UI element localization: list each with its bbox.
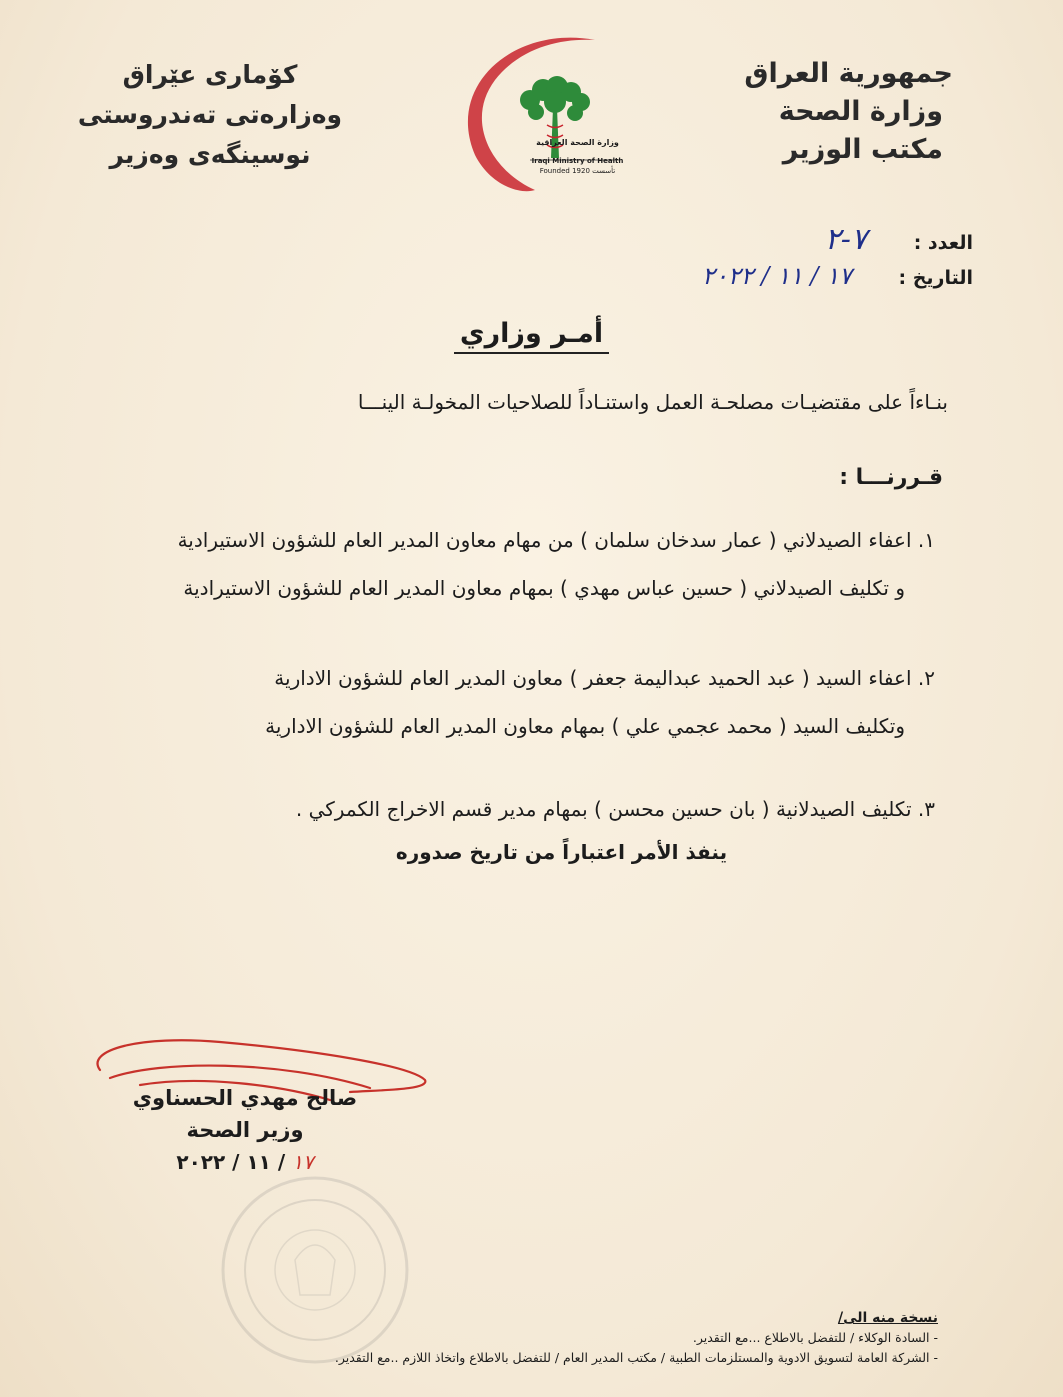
copy-to-section	[38, 1308, 938, 1368]
order-item-line: ٣. تكليف الصيدلانية ( بان حسين محسن ) بمهام مدير قسم الاخراج الكمركي .	[295, 797, 935, 821]
date-value: ١٧ / ١١ / ٢٠٢٢	[702, 262, 852, 290]
number-value: ٧-٢	[824, 222, 868, 257]
header-office-kurdish: نوسینگەی وەزیر	[109, 140, 311, 169]
copy-to-line: - الشركة العامة لتسويق الادوية والمستلزمات الطبية / مكتب المدير العام / للتفضل بالاطلاع واتخاذ اللازم ..مع التقدير.	[334, 1350, 938, 1365]
order-item-line: ٢. اعفاء السيد ( عبد الحميد عبداليمة جعفر ) معاون المدير العام للشؤون الادارية	[274, 666, 935, 690]
signature-date-day: ١٧	[292, 1150, 314, 1174]
order-item-line: ١. اعفاء الصيدلاني ( عمار سدخان سلمان ) من مهام معاون المدير العام للشؤون الاستيرادية	[177, 528, 935, 552]
logo-founded-ar: تأسست	[592, 167, 616, 175]
document-number	[413, 222, 973, 257]
signature-date-rest: / ١١ / ٢٠٢٢	[176, 1150, 286, 1174]
date-label: التاريخ :	[898, 267, 973, 289]
header-kurdish	[70, 55, 350, 175]
order-item	[75, 654, 935, 750]
logo-founded	[530, 167, 625, 175]
copy-to-heading: نسخة منه الى/	[837, 1310, 938, 1326]
number-label: العدد :	[913, 232, 973, 254]
logo-founded-en: Founded 1920	[539, 167, 590, 175]
header-ministry-kurdish: وەزارەتی تەندروستی	[77, 100, 343, 129]
page-title	[0, 318, 1063, 349]
header-country-kurdish: کۆماری عێراق	[122, 60, 298, 89]
header-ministry: وزارة الصحة	[778, 96, 943, 127]
document-date	[413, 262, 973, 290]
minister-title: وزير الصحة	[186, 1118, 304, 1142]
copy-to-line: - السادة الوكلاء / للتفضل بالاطلاع ...مع التقدير.	[692, 1330, 938, 1345]
effective-statement: ينفذ الأمر اعتباراً من تاريخ صدوره	[395, 840, 728, 864]
ministry-logo	[435, 30, 675, 195]
signature-block	[120, 1082, 370, 1178]
intro-paragraph: بنـاءاً على مقتضيـات مصلحـة العمل واستنـاداً للصلاحيات المخولـة الينـــا	[357, 390, 948, 414]
header-arabic	[633, 55, 953, 169]
order-item	[75, 516, 935, 612]
title-text: أمـر وزاري	[454, 318, 609, 354]
header-office: مكتب الوزير	[782, 134, 943, 165]
logo-text-arabic: وزارة الصحة العراقية	[536, 138, 619, 147]
order-item-line: و تكليف الصيدلاني ( حسين عباس مهدي ) بمهام معاون المدير العام للشؤون الاستيرادية	[183, 576, 905, 600]
order-item	[75, 785, 935, 833]
order-item-line: وتكليف السيد ( محمد عجمي علي ) بمهام معاون المدير العام للشؤون الادارية	[265, 714, 905, 738]
minister-name: صالح مهدي الحسناوي	[132, 1086, 358, 1110]
decided-heading: قـررنـــا :	[839, 465, 943, 490]
logo-text-english: Iraqi Ministry of Health	[531, 157, 624, 165]
header-country: جمهورية العراق	[744, 58, 953, 89]
